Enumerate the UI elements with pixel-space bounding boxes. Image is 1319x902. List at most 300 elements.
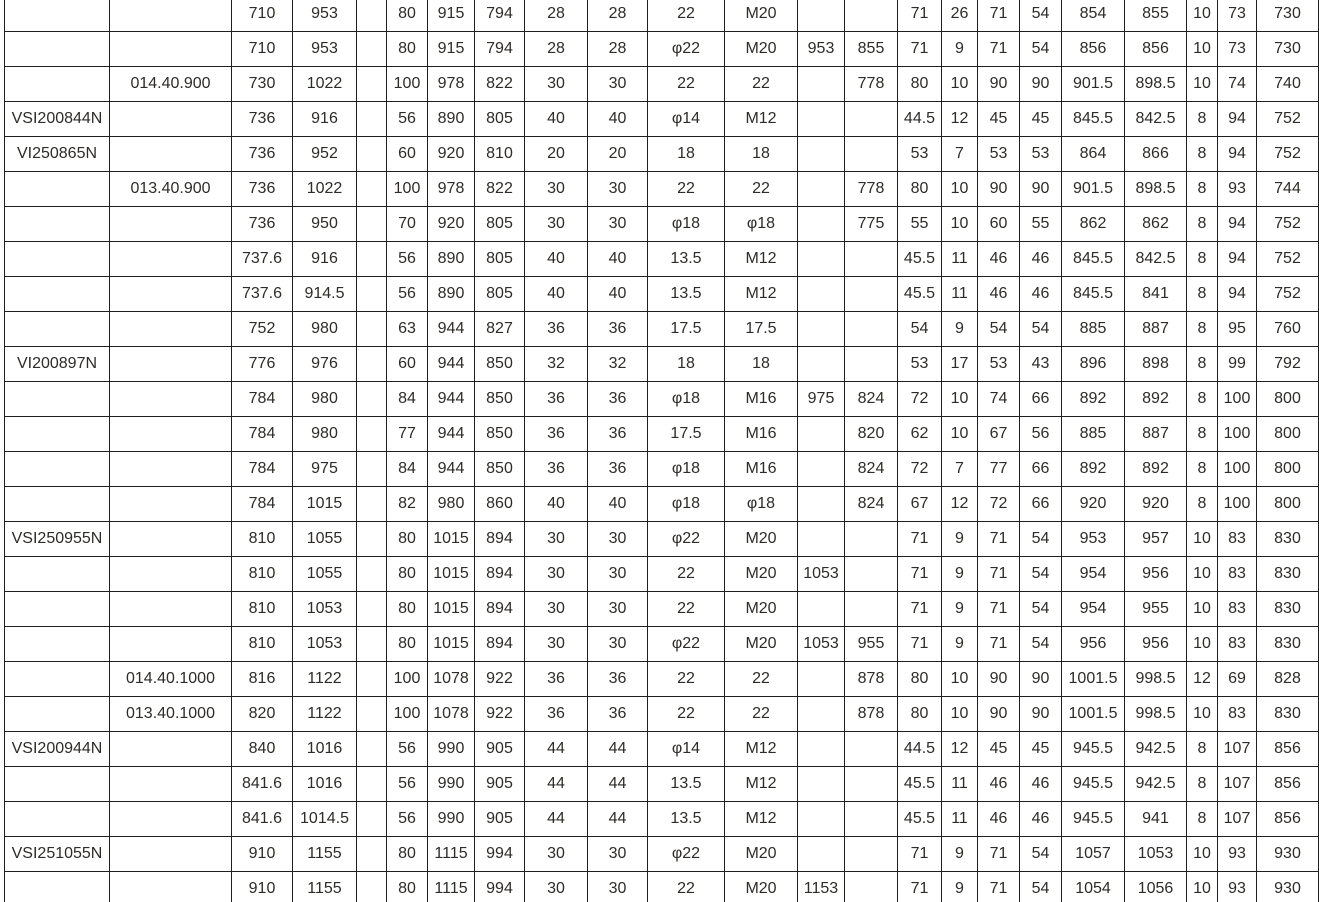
value-cell: 841 — [1125, 277, 1187, 312]
model-code-cell — [5, 417, 110, 452]
value-cell: 30 — [525, 207, 588, 242]
value-cell: 80 — [387, 837, 428, 872]
value-cell — [798, 487, 845, 522]
value-cell: 730 — [232, 67, 293, 102]
value-cell — [357, 207, 387, 242]
value-cell: 22 — [648, 67, 725, 102]
value-cell: 90 — [1020, 662, 1062, 697]
value-cell: 980 — [293, 382, 357, 417]
value-cell: 71 — [898, 872, 942, 902]
value-cell: 1115 — [428, 837, 475, 872]
table-row — [5, 837, 1319, 872]
value-cell: 784 — [232, 382, 293, 417]
value-cell: 896 — [1062, 347, 1125, 382]
series-code-cell — [110, 802, 232, 837]
series-code-cell — [110, 417, 232, 452]
value-cell: 1153 — [798, 872, 845, 902]
value-cell: 8 — [1187, 277, 1218, 312]
model-code-cell — [5, 207, 110, 242]
value-cell: 77 — [978, 452, 1020, 487]
value-cell: 80 — [898, 697, 942, 732]
value-cell: φ22 — [648, 837, 725, 872]
value-cell — [357, 627, 387, 662]
value-cell: 54 — [1020, 0, 1062, 32]
value-cell — [357, 172, 387, 207]
value-cell: 45 — [978, 102, 1020, 137]
value-cell: 46 — [978, 802, 1020, 837]
table-row — [5, 382, 1319, 417]
series-code-cell — [110, 872, 232, 902]
value-cell: 99 — [1218, 347, 1257, 382]
value-cell — [798, 802, 845, 837]
value-cell: 90 — [1020, 697, 1062, 732]
value-cell: 830 — [1257, 557, 1319, 592]
value-cell: 784 — [232, 487, 293, 522]
value-cell: 752 — [1257, 102, 1319, 137]
value-cell: M20 — [725, 0, 798, 32]
value-cell: 8 — [1187, 347, 1218, 382]
value-cell: 67 — [978, 417, 1020, 452]
value-cell — [845, 137, 898, 172]
value-cell: 12 — [942, 487, 978, 522]
value-cell — [357, 592, 387, 627]
value-cell: 856 — [1257, 732, 1319, 767]
value-cell: 83 — [1218, 697, 1257, 732]
value-cell: φ22 — [648, 32, 725, 67]
value-cell: 978 — [428, 67, 475, 102]
value-cell: 40 — [588, 242, 648, 277]
value-cell: 10 — [942, 67, 978, 102]
value-cell: M12 — [725, 102, 798, 137]
value-cell: 850 — [475, 382, 525, 417]
value-cell: 22 — [648, 0, 725, 32]
value-cell: 56 — [387, 767, 428, 802]
value-cell: 60 — [387, 137, 428, 172]
model-code-cell — [5, 872, 110, 902]
value-cell: 736 — [232, 102, 293, 137]
value-cell: 94 — [1218, 102, 1257, 137]
value-cell: 827 — [475, 312, 525, 347]
value-cell: 792 — [1257, 347, 1319, 382]
value-cell: 67 — [898, 487, 942, 522]
value-cell: 830 — [1257, 522, 1319, 557]
value-cell: 44 — [588, 802, 648, 837]
value-cell: 805 — [475, 207, 525, 242]
value-cell: 8 — [1187, 312, 1218, 347]
value-cell: 1015 — [428, 592, 475, 627]
value-cell: 10 — [942, 662, 978, 697]
value-cell: 955 — [845, 627, 898, 662]
value-cell: 944 — [428, 382, 475, 417]
table-row — [5, 312, 1319, 347]
table-row — [5, 347, 1319, 382]
value-cell: 736 — [232, 172, 293, 207]
value-cell: 83 — [1218, 522, 1257, 557]
value-cell: M12 — [725, 767, 798, 802]
value-cell: 805 — [475, 277, 525, 312]
value-cell: 805 — [475, 102, 525, 137]
value-cell: 1016 — [293, 767, 357, 802]
value-cell: 9 — [942, 32, 978, 67]
value-cell — [798, 592, 845, 627]
value-cell: 845.5 — [1062, 277, 1125, 312]
value-cell: 752 — [1257, 207, 1319, 242]
table-row — [5, 697, 1319, 732]
value-cell: 953 — [293, 0, 357, 32]
value-cell: 841.6 — [232, 802, 293, 837]
value-cell: φ22 — [648, 522, 725, 557]
value-cell: 44 — [588, 732, 648, 767]
value-cell: 36 — [525, 417, 588, 452]
table-row — [5, 452, 1319, 487]
value-cell: 45 — [978, 732, 1020, 767]
value-cell: 8 — [1187, 207, 1218, 242]
value-cell: 30 — [525, 557, 588, 592]
value-cell: 36 — [525, 312, 588, 347]
model-code-cell — [5, 67, 110, 102]
value-cell: 66 — [1020, 452, 1062, 487]
value-cell: 810 — [232, 627, 293, 662]
value-cell: 17 — [942, 347, 978, 382]
value-cell: 894 — [475, 627, 525, 662]
value-cell: 53 — [1020, 137, 1062, 172]
model-code-cell — [5, 172, 110, 207]
value-cell: 776 — [232, 347, 293, 382]
value-cell: 905 — [475, 767, 525, 802]
value-cell: 854 — [1062, 0, 1125, 32]
value-cell: 944 — [428, 417, 475, 452]
value-cell: 1053 — [798, 557, 845, 592]
value-cell: 83 — [1218, 627, 1257, 662]
value-cell: 810 — [232, 592, 293, 627]
value-cell: 71 — [978, 872, 1020, 902]
value-cell: 95 — [1218, 312, 1257, 347]
value-cell: 10 — [1187, 557, 1218, 592]
value-cell: 892 — [1062, 452, 1125, 487]
value-cell: 44.5 — [898, 102, 942, 137]
value-cell: 72 — [898, 452, 942, 487]
value-cell: 980 — [293, 312, 357, 347]
table-row — [5, 242, 1319, 277]
value-cell: 10 — [942, 382, 978, 417]
value-cell: 40 — [588, 102, 648, 137]
value-cell: 10 — [1187, 67, 1218, 102]
value-cell: 920 — [428, 137, 475, 172]
value-cell: 54 — [1020, 557, 1062, 592]
value-cell: M20 — [725, 32, 798, 67]
value-cell: 45.5 — [898, 277, 942, 312]
series-code-cell — [110, 452, 232, 487]
value-cell: 975 — [293, 452, 357, 487]
value-cell: 72 — [898, 382, 942, 417]
value-cell: 914.5 — [293, 277, 357, 312]
value-cell: 945.5 — [1062, 767, 1125, 802]
model-code-cell — [5, 697, 110, 732]
model-code-cell: VSI200844N — [5, 102, 110, 137]
value-cell — [357, 767, 387, 802]
value-cell: 953 — [1062, 522, 1125, 557]
value-cell: 30 — [588, 627, 648, 662]
value-cell: 11 — [942, 767, 978, 802]
value-cell: 93 — [1218, 172, 1257, 207]
value-cell: 18 — [648, 347, 725, 382]
model-code-cell — [5, 557, 110, 592]
value-cell: 954 — [1062, 557, 1125, 592]
value-cell: 12 — [1187, 662, 1218, 697]
value-cell: 56 — [387, 102, 428, 137]
value-cell: 71 — [978, 627, 1020, 662]
value-cell: 878 — [845, 662, 898, 697]
value-cell: 10 — [1187, 592, 1218, 627]
value-cell: φ22 — [648, 627, 725, 662]
value-cell: 44 — [525, 732, 588, 767]
value-cell: 890 — [428, 242, 475, 277]
spec-table-body — [5, 0, 1319, 902]
value-cell: 71 — [898, 837, 942, 872]
value-cell: 28 — [525, 32, 588, 67]
value-cell: 80 — [898, 67, 942, 102]
value-cell — [357, 557, 387, 592]
value-cell: 920 — [428, 207, 475, 242]
value-cell: φ14 — [648, 102, 725, 137]
value-cell: 955 — [1125, 592, 1187, 627]
value-cell: 901.5 — [1062, 67, 1125, 102]
value-cell: 952 — [293, 137, 357, 172]
value-cell — [357, 837, 387, 872]
table-row — [5, 767, 1319, 802]
value-cell: 730 — [1257, 0, 1319, 32]
value-cell: 45.5 — [898, 767, 942, 802]
value-cell: 824 — [845, 382, 898, 417]
table-row — [5, 67, 1319, 102]
value-cell: 778 — [845, 67, 898, 102]
value-cell: 22 — [648, 592, 725, 627]
value-cell: 1078 — [428, 697, 475, 732]
value-cell: 43 — [1020, 347, 1062, 382]
value-cell: 941 — [1125, 802, 1187, 837]
value-cell — [357, 382, 387, 417]
value-cell: 44.5 — [898, 732, 942, 767]
value-cell: 71 — [898, 592, 942, 627]
value-cell: 30 — [525, 627, 588, 662]
value-cell: 73 — [1218, 32, 1257, 67]
value-cell: 822 — [475, 67, 525, 102]
value-cell: 90 — [1020, 67, 1062, 102]
series-code-cell: 014.40.1000 — [110, 662, 232, 697]
value-cell: 710 — [232, 0, 293, 32]
value-cell: 71 — [978, 522, 1020, 557]
value-cell: 8 — [1187, 417, 1218, 452]
value-cell: 9 — [942, 627, 978, 662]
value-cell: 46 — [978, 242, 1020, 277]
value-cell: 94 — [1218, 207, 1257, 242]
value-cell: 66 — [1020, 487, 1062, 522]
value-cell: 856 — [1257, 767, 1319, 802]
value-cell: 69 — [1218, 662, 1257, 697]
value-cell — [798, 172, 845, 207]
value-cell: 850 — [475, 452, 525, 487]
value-cell: 850 — [475, 417, 525, 452]
value-cell: 945.5 — [1062, 802, 1125, 837]
model-code-cell: VSI200944N — [5, 732, 110, 767]
value-cell: 820 — [232, 697, 293, 732]
value-cell: 71 — [898, 0, 942, 32]
value-cell: 784 — [232, 417, 293, 452]
value-cell: 856 — [1062, 32, 1125, 67]
value-cell: 1015 — [293, 487, 357, 522]
value-cell: 71 — [898, 522, 942, 557]
value-cell: 10 — [942, 697, 978, 732]
value-cell: M20 — [725, 522, 798, 557]
value-cell: 737.6 — [232, 242, 293, 277]
value-cell — [357, 277, 387, 312]
value-cell: 1016 — [293, 732, 357, 767]
series-code-cell — [110, 312, 232, 347]
value-cell: 44 — [588, 767, 648, 802]
value-cell: 54 — [1020, 592, 1062, 627]
value-cell: 82 — [387, 487, 428, 522]
series-code-cell — [110, 732, 232, 767]
value-cell: 13.5 — [648, 242, 725, 277]
model-code-cell — [5, 767, 110, 802]
value-cell: 46 — [1020, 242, 1062, 277]
value-cell: 944 — [428, 347, 475, 382]
value-cell: 36 — [588, 312, 648, 347]
value-cell: 90 — [978, 172, 1020, 207]
value-cell: 998.5 — [1125, 662, 1187, 697]
value-cell: 916 — [293, 102, 357, 137]
model-code-cell — [5, 312, 110, 347]
value-cell: 730 — [1257, 32, 1319, 67]
value-cell: 905 — [475, 802, 525, 837]
value-cell: 93 — [1218, 872, 1257, 902]
table-row — [5, 137, 1319, 172]
series-code-cell — [110, 837, 232, 872]
value-cell: M12 — [725, 802, 798, 837]
value-cell: 856 — [1257, 802, 1319, 837]
series-code-cell — [110, 592, 232, 627]
value-cell: 32 — [525, 347, 588, 382]
value-cell: 920 — [1125, 487, 1187, 522]
value-cell: 10 — [942, 172, 978, 207]
value-cell: 17.5 — [725, 312, 798, 347]
value-cell: 107 — [1218, 732, 1257, 767]
value-cell: 953 — [798, 32, 845, 67]
value-cell: 46 — [978, 277, 1020, 312]
value-cell: 17.5 — [648, 417, 725, 452]
value-cell: 11 — [942, 242, 978, 277]
value-cell — [357, 732, 387, 767]
value-cell: φ18 — [648, 452, 725, 487]
value-cell: 1056 — [1125, 872, 1187, 902]
value-cell: 56 — [387, 277, 428, 312]
table-row — [5, 802, 1319, 837]
value-cell — [357, 662, 387, 697]
value-cell: 83 — [1218, 592, 1257, 627]
value-cell: 887 — [1125, 312, 1187, 347]
value-cell: 885 — [1062, 312, 1125, 347]
value-cell: M16 — [725, 417, 798, 452]
model-code-cell — [5, 0, 110, 32]
value-cell: 736 — [232, 137, 293, 172]
value-cell — [845, 872, 898, 902]
value-cell: 71 — [898, 627, 942, 662]
value-cell: 830 — [1257, 627, 1319, 662]
value-cell: 10 — [1187, 697, 1218, 732]
value-cell: 890 — [428, 102, 475, 137]
value-cell — [845, 312, 898, 347]
table-row — [5, 627, 1319, 662]
value-cell: 736 — [232, 207, 293, 242]
value-cell — [357, 697, 387, 732]
value-cell: 1053 — [293, 627, 357, 662]
value-cell: 744 — [1257, 172, 1319, 207]
value-cell: 30 — [525, 172, 588, 207]
value-cell: 12 — [942, 732, 978, 767]
value-cell — [845, 277, 898, 312]
value-cell: 71 — [978, 557, 1020, 592]
value-cell — [798, 732, 845, 767]
value-cell: 805 — [475, 242, 525, 277]
value-cell: 922 — [475, 662, 525, 697]
value-cell: 898 — [1125, 347, 1187, 382]
value-cell: 13.5 — [648, 277, 725, 312]
value-cell: 45 — [1020, 732, 1062, 767]
value-cell: 54 — [898, 312, 942, 347]
value-cell: 100 — [1218, 487, 1257, 522]
value-cell: 83 — [1218, 557, 1257, 592]
table-row — [5, 732, 1319, 767]
value-cell — [357, 67, 387, 102]
value-cell: 820 — [845, 417, 898, 452]
value-cell: 32 — [588, 347, 648, 382]
value-cell — [798, 347, 845, 382]
value-cell: 100 — [1218, 417, 1257, 452]
series-code-cell — [110, 347, 232, 382]
value-cell: 54 — [1020, 837, 1062, 872]
value-cell: 898.5 — [1125, 172, 1187, 207]
value-cell: 84 — [387, 452, 428, 487]
value-cell — [845, 767, 898, 802]
value-cell: 45 — [1020, 102, 1062, 137]
value-cell: 1053 — [798, 627, 845, 662]
value-cell: 90 — [1020, 172, 1062, 207]
value-cell: 800 — [1257, 487, 1319, 522]
value-cell: 22 — [648, 662, 725, 697]
value-cell — [798, 837, 845, 872]
value-cell: 840 — [232, 732, 293, 767]
table-row — [5, 277, 1319, 312]
value-cell: M20 — [725, 837, 798, 872]
value-cell: 54 — [978, 312, 1020, 347]
value-cell: 9 — [942, 872, 978, 902]
value-cell: 18 — [725, 137, 798, 172]
table-row — [5, 592, 1319, 627]
value-cell: 80 — [387, 627, 428, 662]
value-cell: 100 — [387, 172, 428, 207]
value-cell — [798, 522, 845, 557]
value-cell: 36 — [588, 452, 648, 487]
value-cell: 945.5 — [1062, 732, 1125, 767]
value-cell: 752 — [232, 312, 293, 347]
value-cell: 841.6 — [232, 767, 293, 802]
value-cell: 1022 — [293, 67, 357, 102]
value-cell: 8 — [1187, 102, 1218, 137]
value-cell: 100 — [387, 662, 428, 697]
table-row — [5, 872, 1319, 902]
value-cell: 778 — [845, 172, 898, 207]
value-cell — [845, 802, 898, 837]
